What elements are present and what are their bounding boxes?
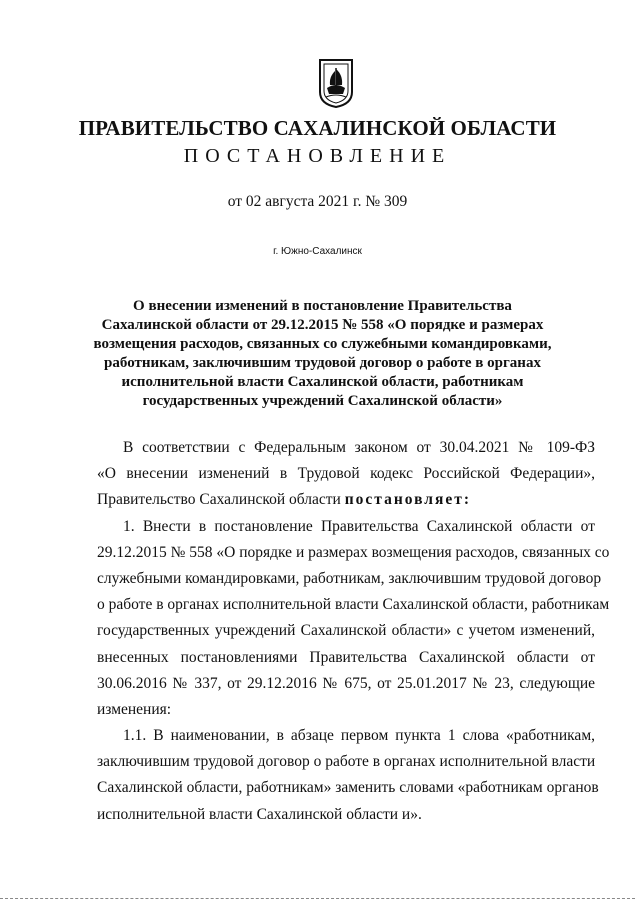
document-date-number: от 02 августа 2021 г. № 309 xyxy=(227,193,408,210)
coat-of-arms-icon xyxy=(318,58,354,108)
body-line: внесенных постановлениями Правительства Сахалинской области от xyxy=(97,648,595,666)
body-line: служебными командировками, работникам, заключившим трудовой договор xyxy=(97,569,602,587)
body-line: Сахалинской области, работникам» заменить словами «работникам органов xyxy=(97,779,599,797)
body-text: Правительство Сахалинской области xyxy=(97,491,345,509)
document-city: г. Южно-Сахалинск xyxy=(273,246,362,257)
page-bottom-divider xyxy=(0,898,635,899)
body-line: 1.1. В наименовании, в абзаце первом пункта 1 слова «работникам, xyxy=(123,727,595,745)
subject-line: О внесении изменений в постановление Правительства xyxy=(133,298,512,314)
body-line: «О внесении изменений в Трудовой кодекс Российской Федерации», xyxy=(97,465,595,483)
document-type: ПОСТАНОВЛЕНИЕ xyxy=(183,145,452,167)
decree-word: постановляет: xyxy=(344,491,472,509)
body-line: заключившим трудовой договор о работе в органах исполнительной власти xyxy=(97,753,596,771)
government-title: ПРАВИТЕЛЬСТВО САХАЛИНСКОЙ ОБЛАСТИ xyxy=(78,116,557,140)
subject-line: исполнительной власти Сахалинской области, работникам xyxy=(121,374,524,390)
subject-line: государственных учреждений Сахалинской области» xyxy=(142,393,503,409)
document-body xyxy=(97,435,610,828)
body-line: исполнительной власти Сахалинской области и». xyxy=(97,805,422,823)
body-line: о работе в органах исполнительной власти Сахалинской области, работникам xyxy=(97,596,610,614)
body-line: 30.06.2016 № 337, от 29.12.2016 № 675, от 25.01.2017 № 23, следующие xyxy=(97,674,595,692)
document-subject xyxy=(90,297,555,411)
body-line: В соответствии с Федеральным законом от 30.04.2021 № 109-ФЗ xyxy=(123,439,595,456)
subject-line: работникам, заключившим трудовой договор о работе в органах xyxy=(104,355,541,371)
body-line: изменения: xyxy=(97,700,172,718)
body-line: 29.12.2015 № 558 «О порядке и размерах возмещения расходов, связанных со xyxy=(97,543,610,561)
body-line: государственных учреждений Сахалинской области» с учетом изменений, xyxy=(97,622,595,640)
body-line: 1. Внести в постановление Правительства Сахалинской области от xyxy=(123,517,595,535)
subject-line: возмещения расходов, связанных со служебными командировками, xyxy=(93,336,552,352)
subject-line: Сахалинской области от 29.12.2015 № 558 «О порядке и размерах xyxy=(101,317,544,333)
body-line-decree xyxy=(97,487,595,513)
